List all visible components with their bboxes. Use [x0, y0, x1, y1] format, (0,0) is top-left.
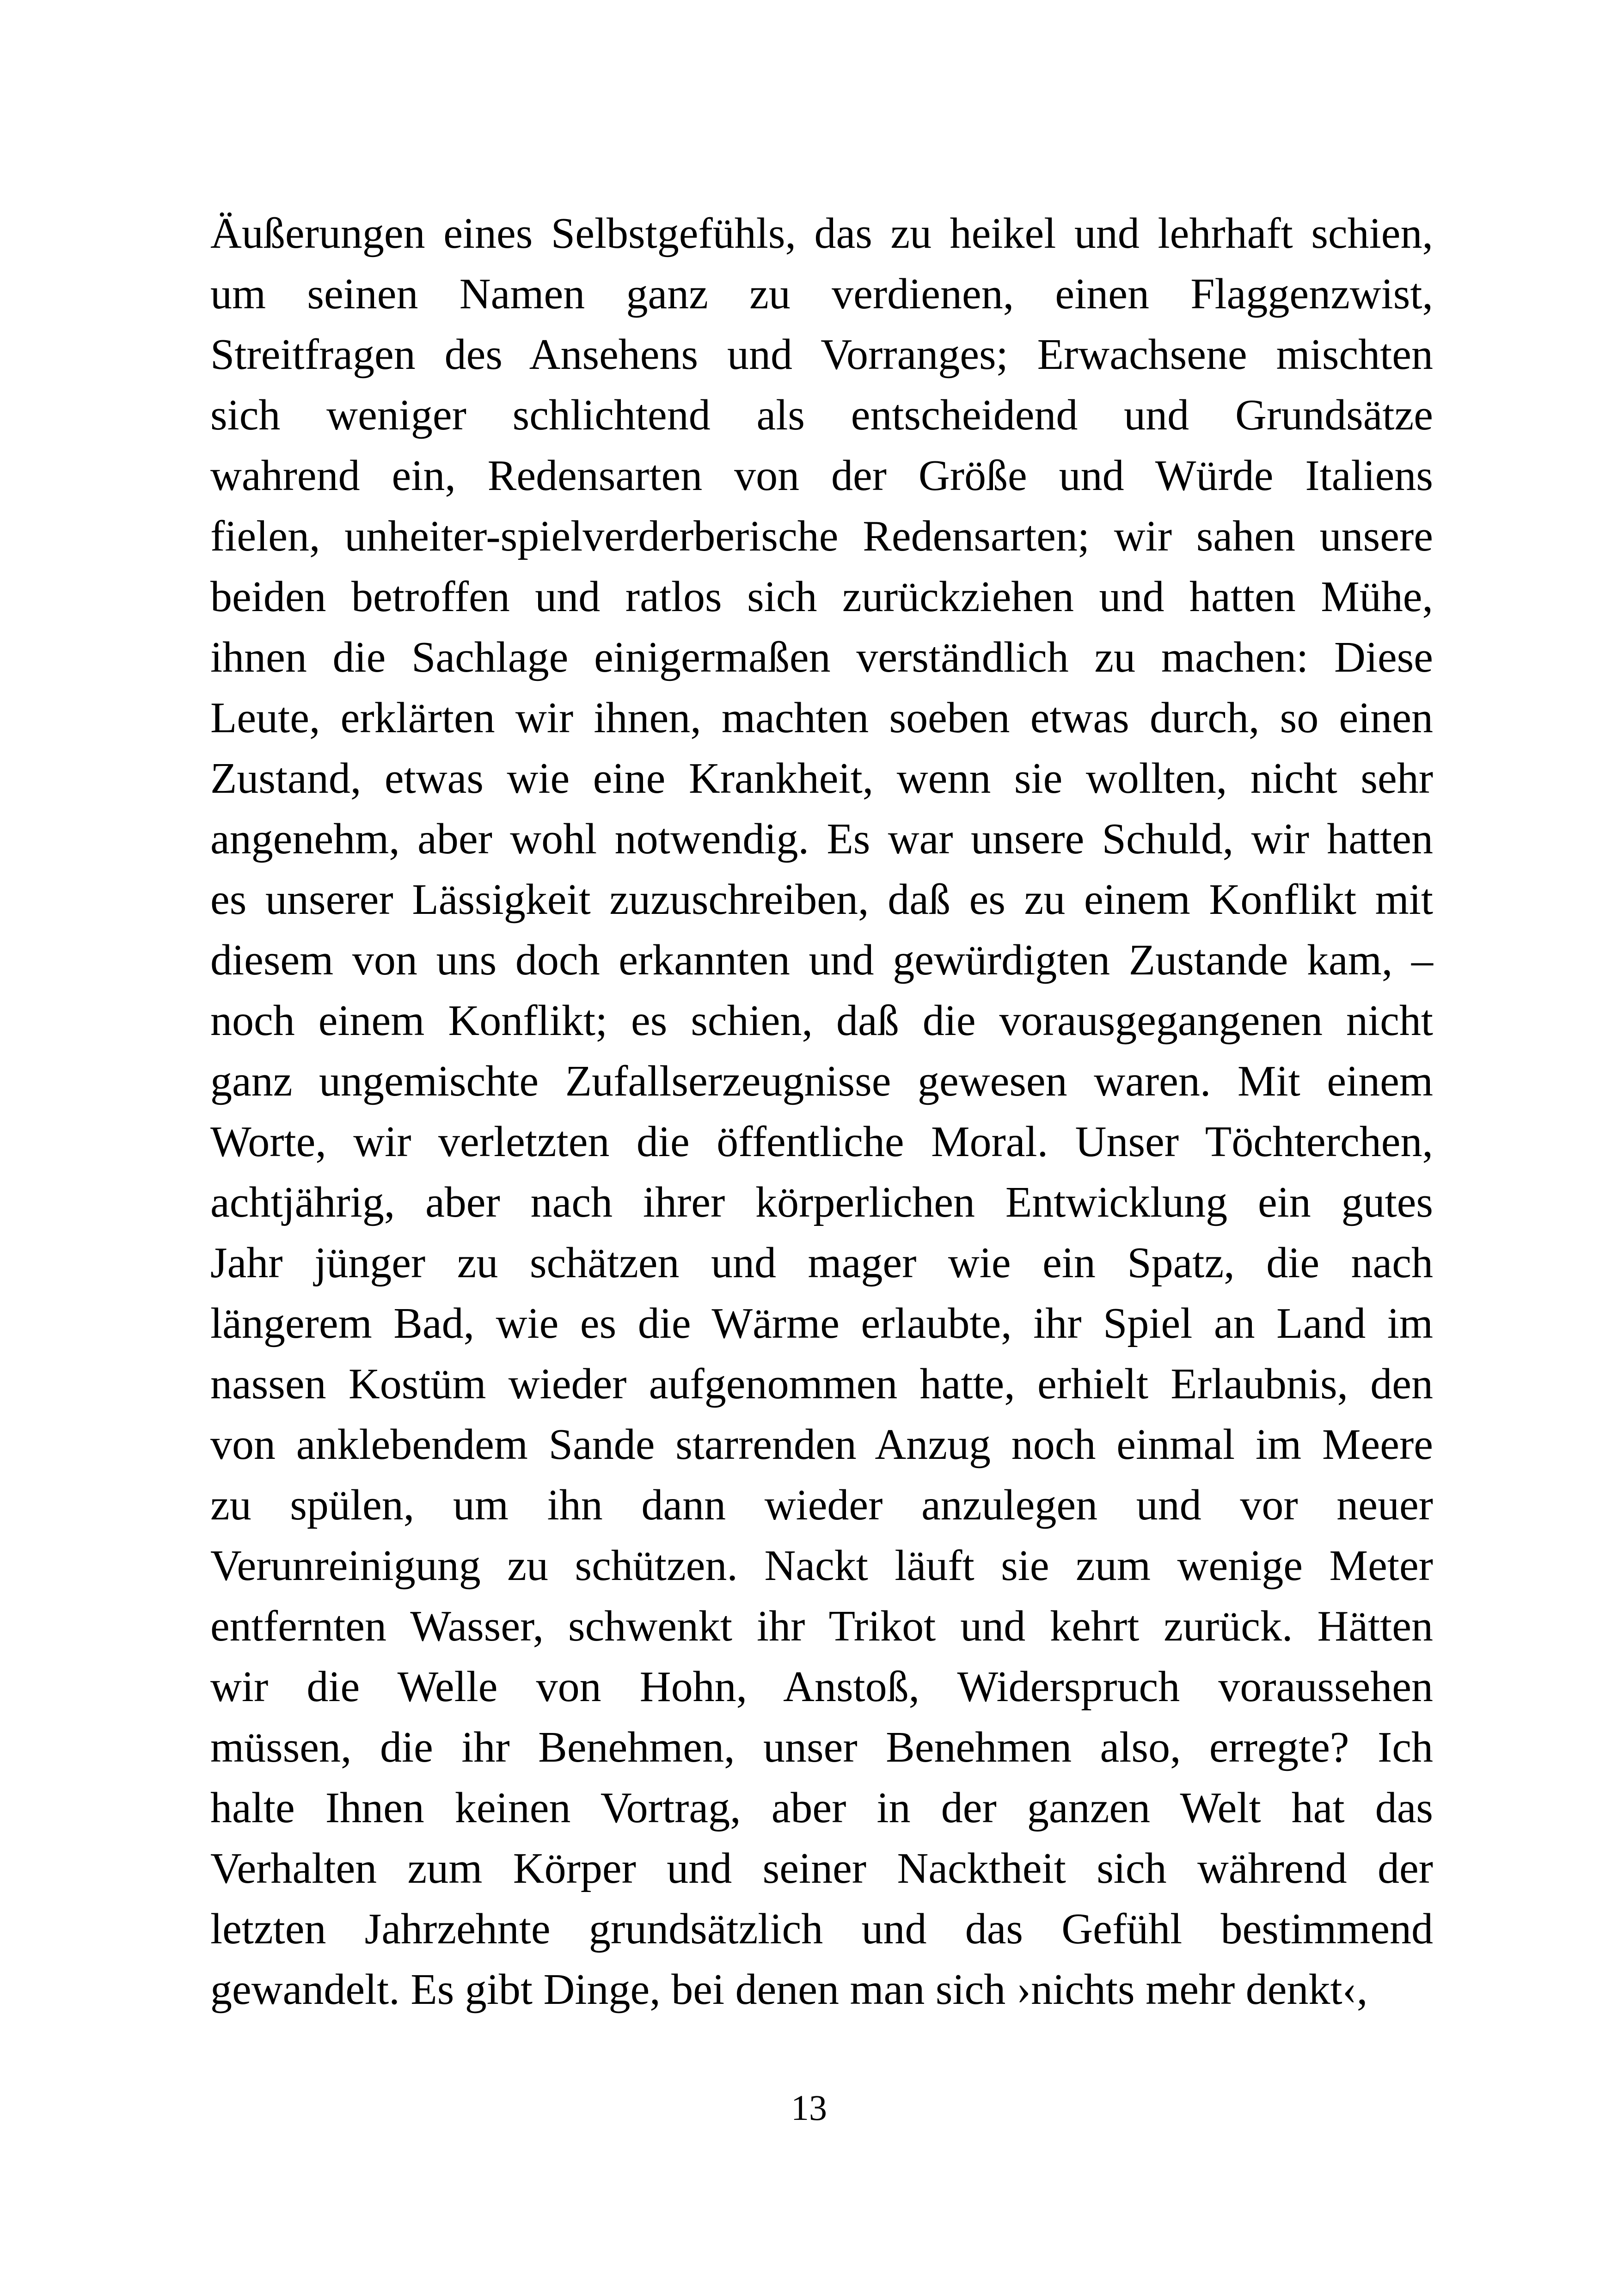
- text-line-4: sich weniger schlichtend als entscheidend und Grundsätze: [210, 391, 1433, 439]
- text-line-25: wir die Welle von Hohn, Anstoß, Widerspruch voraussehen: [210, 1663, 1433, 1711]
- text-line-15: ganz ungemischte Zufallserzeugnisse gewesen waren. Mit einem: [210, 1057, 1433, 1105]
- text-line-7: beiden betroffen und ratlos sich zurückziehen und hatten Mühe,: [210, 573, 1433, 621]
- text-line-28: Verhalten zum Körper und seiner Nacktheit sich während der: [210, 1844, 1433, 1892]
- text-line-17: achtjährig, aber nach ihrer körperlichen Entwicklung ein gutes: [210, 1178, 1433, 1226]
- text-line-3: Streitfragen des Ansehens und Vorranges; Erwachsene mischten: [210, 331, 1433, 379]
- text-line-6: fielen, unheiter-spielverderberische Redensarten; wir sahen unsere: [210, 512, 1433, 560]
- text-line-21: von anklebendem Sande starrenden Anzug noch einmal im Meere: [210, 1420, 1433, 1469]
- text-line-9: Leute, erklärten wir ihnen, machten soeben etwas durch, so einen: [210, 694, 1433, 742]
- text-line-14: noch einem Konflikt; es schien, daß die vorausgegangenen nicht: [210, 997, 1433, 1045]
- text-line-26: müssen, die ihr Benehmen, unser Benehmen also, erregte? Ich: [210, 1723, 1433, 1771]
- text-line-30: gewandelt. Es gibt Dinge, bei denen man sich ›nichts mehr denkt‹,: [210, 1965, 1368, 2014]
- text-line-22: zu spülen, um ihn dann wieder anzulegen und vor neuer: [210, 1481, 1433, 1529]
- page-number: 13: [791, 2088, 827, 2128]
- text-line-1: Äußerungen eines Selbstgefühls, das zu heikel und lehrhaft schien,: [210, 209, 1433, 257]
- text-line-12: es unserer Lässigkeit zuzuschreiben, daß es zu einem Konflikt mit: [210, 876, 1433, 924]
- text-line-10: Zustand, etwas wie eine Krankheit, wenn sie wollten, nicht sehr: [210, 754, 1433, 802]
- text-line-23: Verunreinigung zu schützen. Nackt läuft sie zum wenige Meter: [210, 1542, 1433, 1590]
- text-line-16: Worte, wir verletzten die öffentliche Moral. Unser Töchterchen,: [210, 1118, 1433, 1166]
- text-line-27: halte Ihnen keinen Vortrag, aber in der ganzen Welt hat das: [210, 1784, 1433, 1832]
- text-line-8: ihnen die Sachlage einigermaßen verständlich zu machen: Diese: [210, 633, 1433, 681]
- text-line-19: längerem Bad, wie es die Wärme erlaubte, ihr Spiel an Land im: [210, 1299, 1433, 1347]
- body-text: [210, 203, 1433, 2020]
- text-line-5: wahrend ein, Redensarten von der Größe und Würde Italiens: [210, 452, 1433, 500]
- text-line-29: letzten Jahrzehnte grundsätzlich und das Gefühl bestimmend: [210, 1905, 1433, 1953]
- text-line-24: entfernten Wasser, schwenkt ihr Trikot und kehrt zurück. Hätten: [210, 1602, 1433, 1650]
- text-line-2: um seinen Namen ganz zu verdienen, einen Flaggenzwist,: [210, 270, 1433, 318]
- text-line-18: Jahr jünger zu schätzen und mager wie ein Spatz, die nach: [210, 1239, 1433, 1287]
- text-line-11: angenehm, aber wohl notwendig. Es war unsere Schuld, wir hatten: [210, 815, 1433, 863]
- text-line-13: diesem von uns doch erkannten und gewürdigten Zustande kam, –: [210, 936, 1433, 984]
- text-line-20: nassen Kostüm wieder aufgenommen hatte, erhielt Erlaubnis, den: [210, 1360, 1433, 1408]
